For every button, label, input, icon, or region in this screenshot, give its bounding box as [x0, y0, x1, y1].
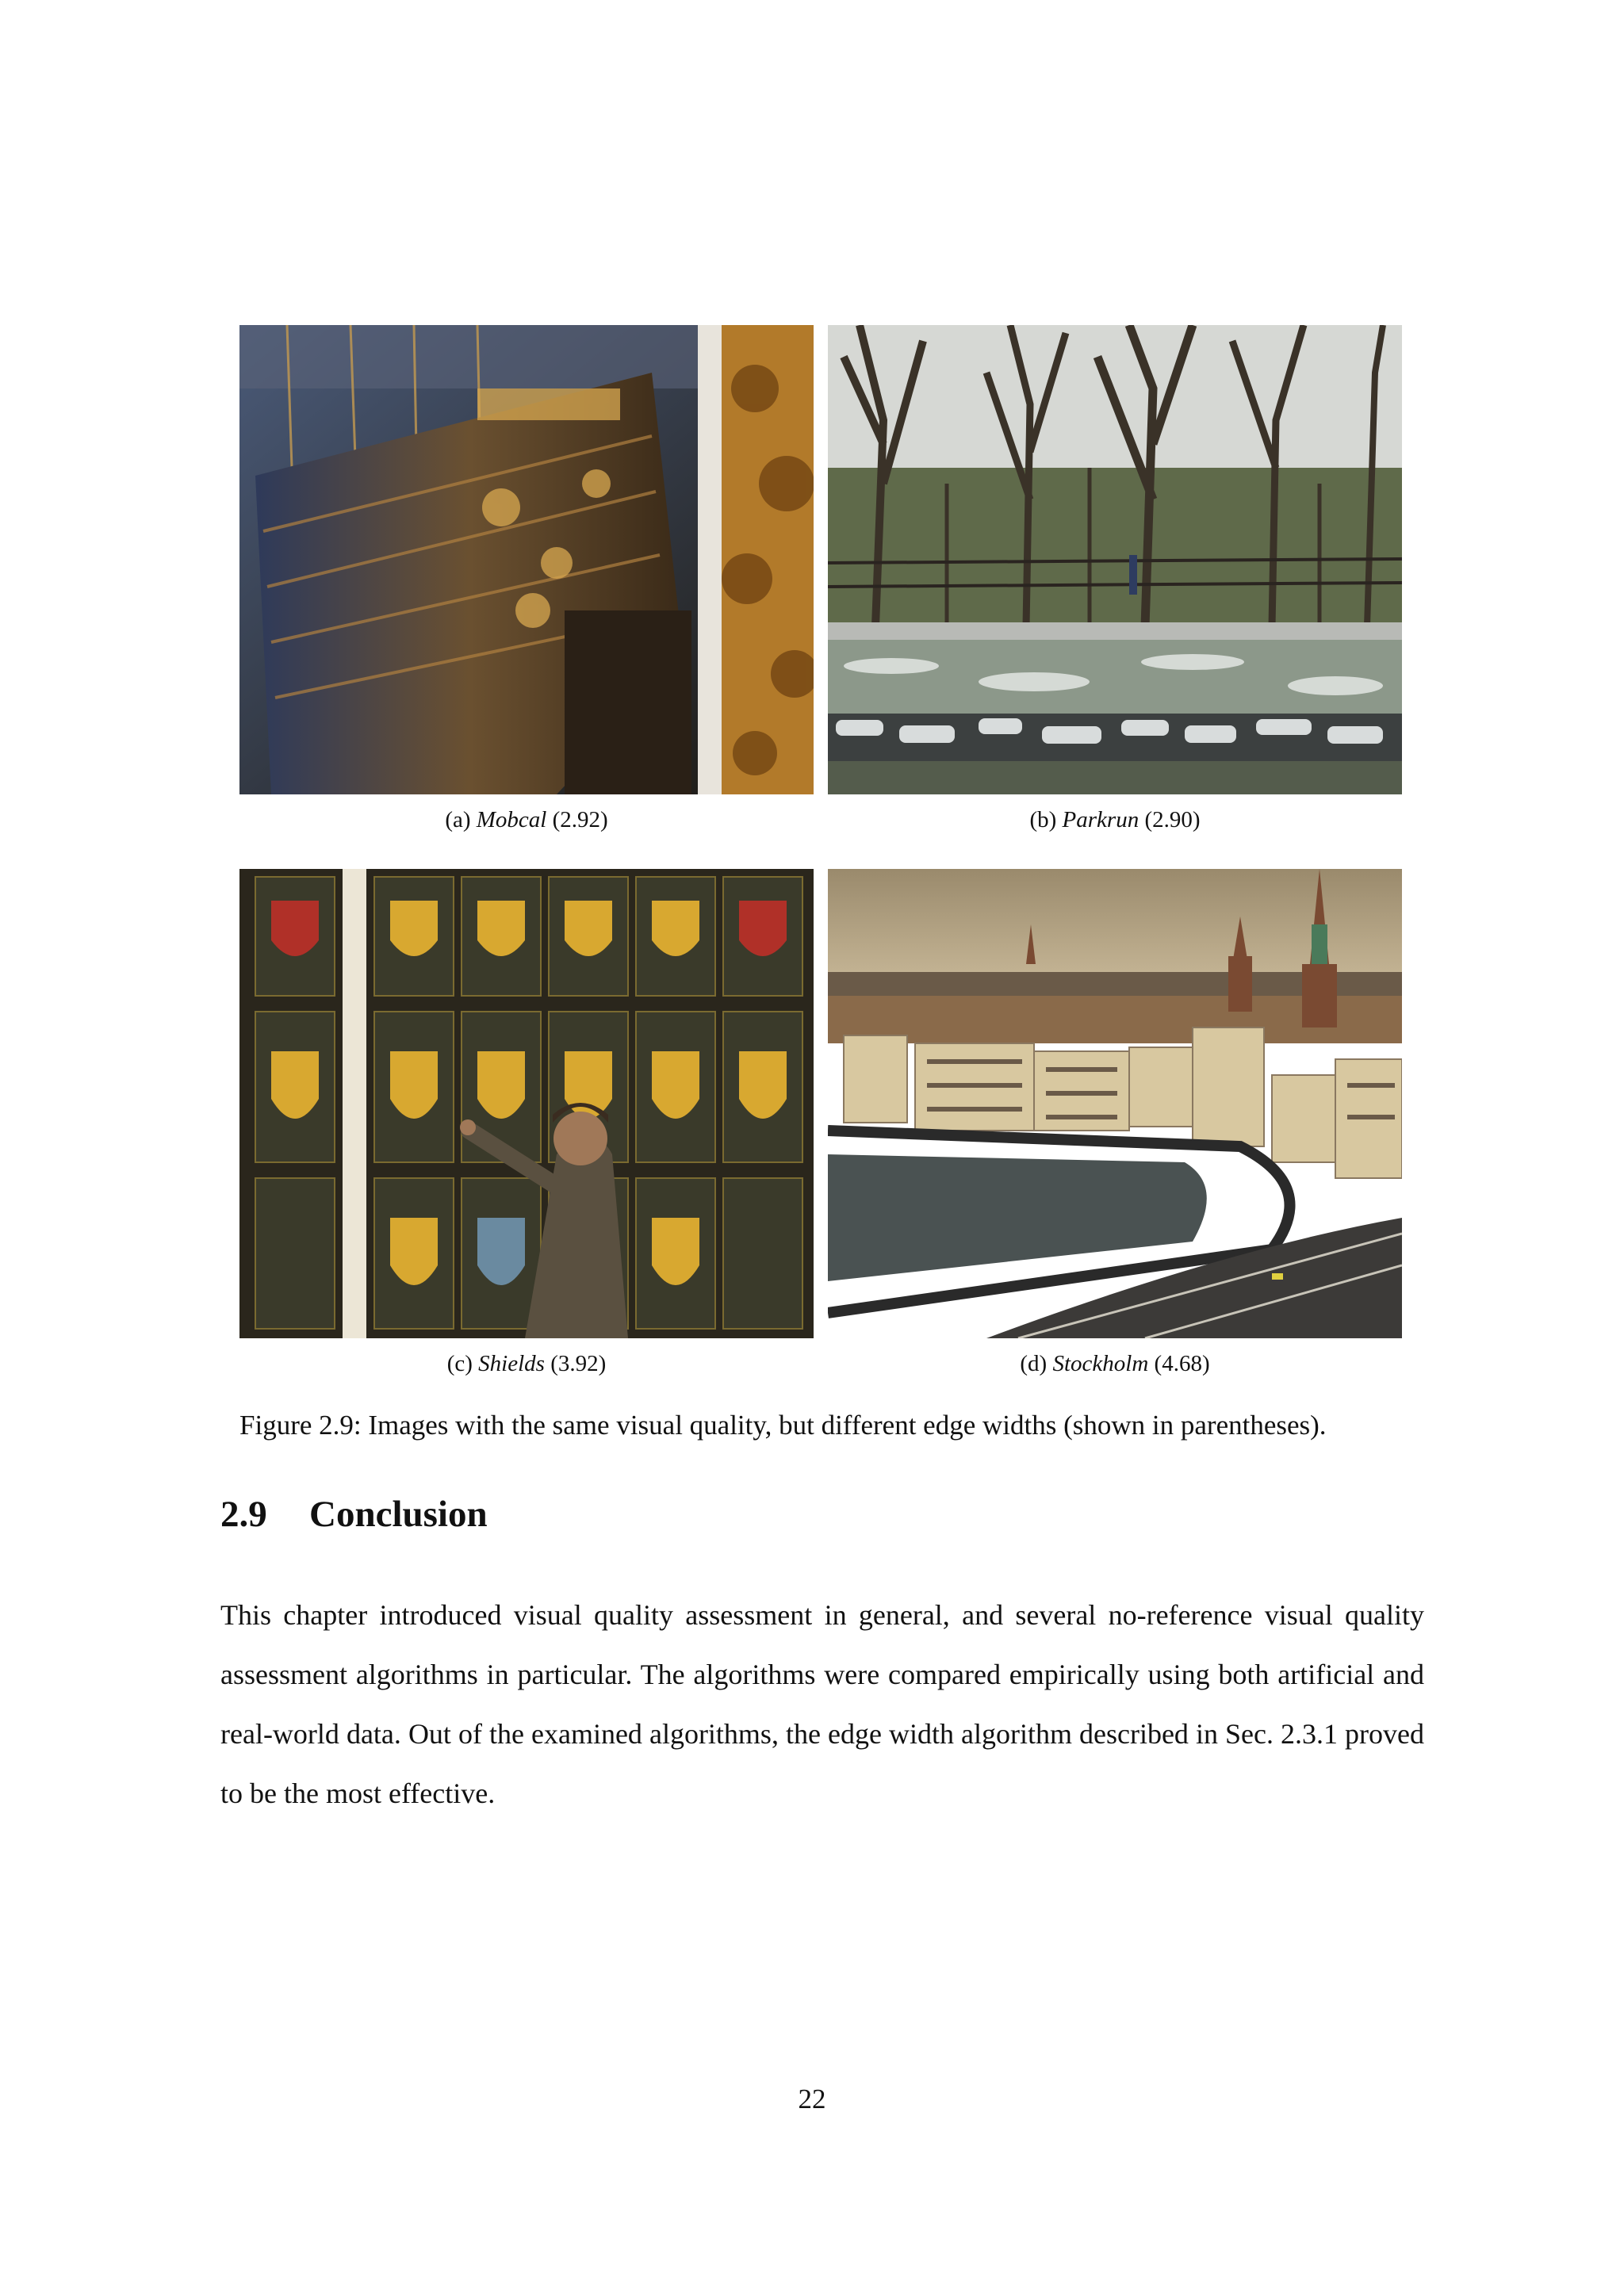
subfigure-caption-b: (b) Parkrun (2.90): [1029, 807, 1201, 832]
page-number: 22: [798, 2084, 826, 2114]
body-paragraph: This chapter introduced visual quality assessment in general, and several no-reference visual quality assessment algorithms in particular. The algorithms were compared empirically using both artificial and real-world data. Out of the examined algorithms, the edge width algorithm described in Sec. 2.3.1 proved to be the most effective.: [220, 1599, 1424, 1809]
figure-image-parkrun: [828, 325, 1402, 794]
subfigure-caption-c: (c) Shields (3.92): [446, 1351, 607, 1376]
section-title: Conclusion: [309, 1494, 488, 1535]
figure-image-stockholm: [828, 869, 1402, 1338]
section-heading: [220, 1490, 488, 1538]
figure-image-shields: [239, 869, 814, 1338]
section-number: 2.9: [220, 1494, 267, 1535]
subfigure-caption-d: (d) Stockholm (4.68): [1020, 1351, 1210, 1376]
subfigure-caption-a: (a) Mobcal (2.92): [445, 807, 608, 832]
figure-image-mobcal: [239, 325, 814, 794]
figure-caption: Figure 2.9: Images with the same visual quality, but different edge widths (shown in parentheses).: [239, 1410, 1327, 1441]
